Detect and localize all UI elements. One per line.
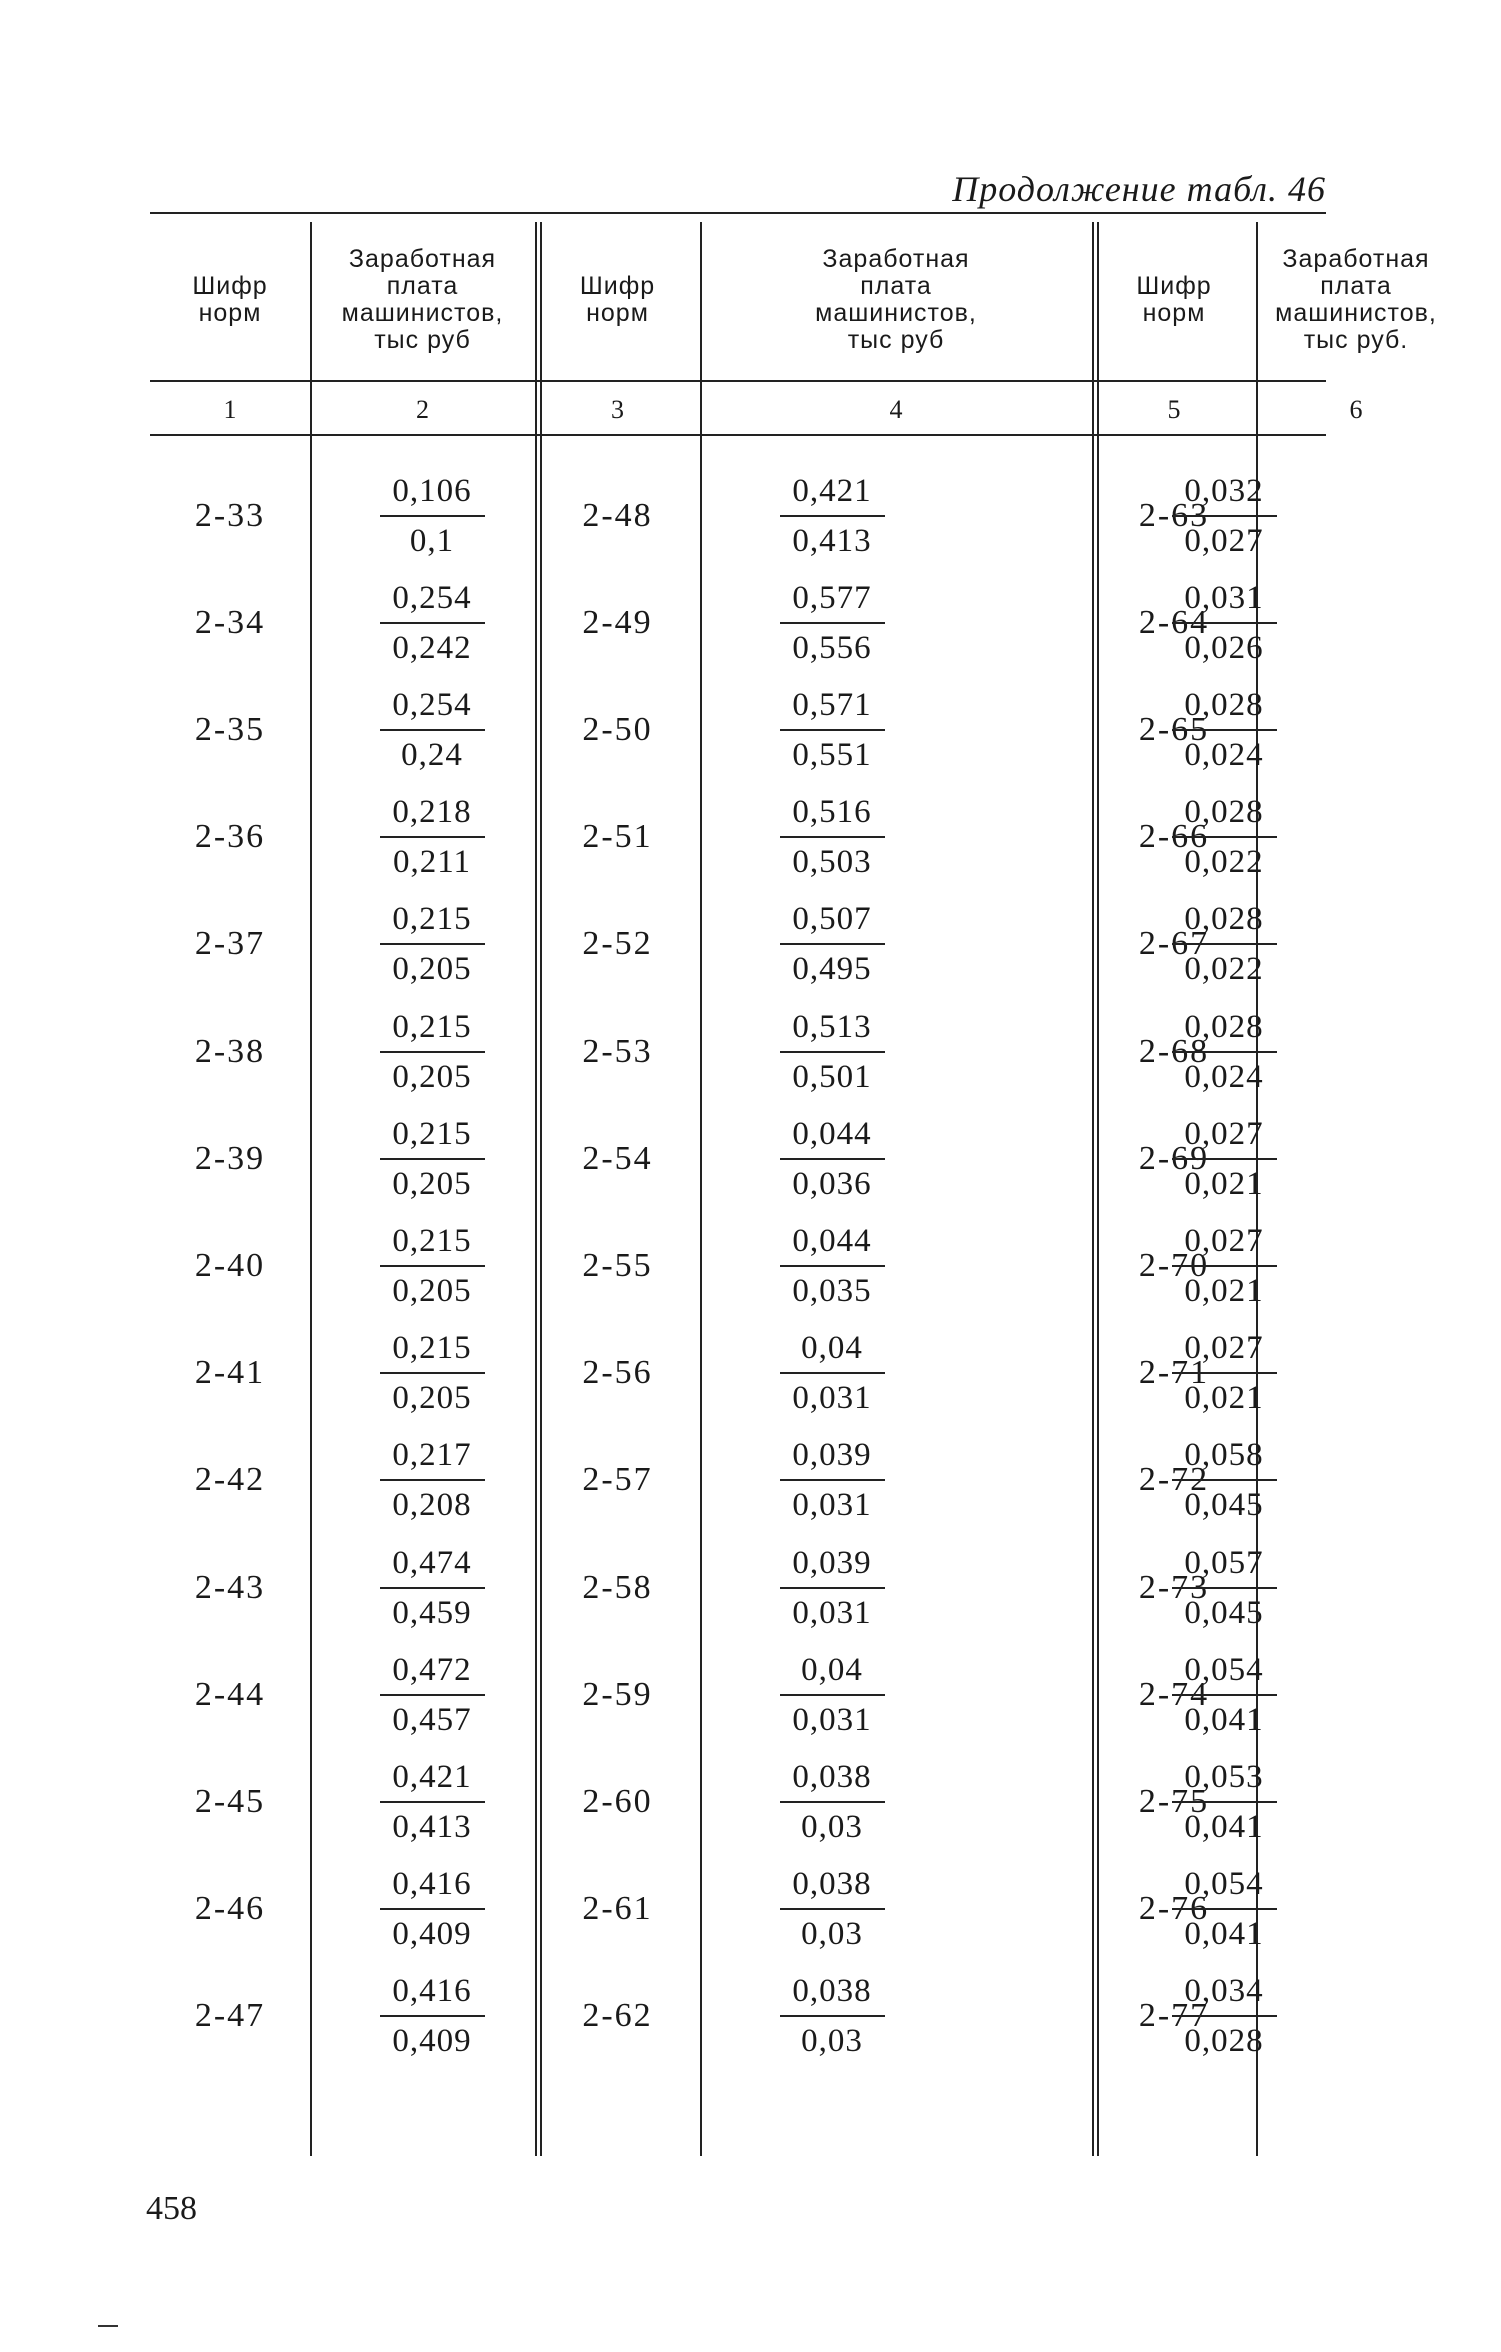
- wage-numerator: 0,571: [792, 686, 872, 723]
- norm-code: 2-54: [582, 1139, 653, 1177]
- wage-numerator: 0,215: [392, 1115, 472, 1152]
- wage-numerator: 0,031: [1184, 579, 1264, 616]
- wage-denominator: 0,028: [1184, 2023, 1264, 2060]
- wage-fraction: [352, 1856, 512, 1963]
- table-top-rule: [150, 212, 1326, 214]
- wage-denominator: 0,036: [792, 1165, 872, 1202]
- norm-code: 2-61: [582, 1890, 653, 1928]
- wage-fraction: [352, 1427, 512, 1534]
- wage-fraction: [1144, 676, 1304, 783]
- wage-fraction: [1144, 1641, 1304, 1748]
- wage-fraction: [752, 1963, 912, 2070]
- wage-numerator: 0,472: [392, 1651, 472, 1688]
- column-number: 4: [889, 395, 903, 424]
- wage-fraction: [752, 1320, 912, 1427]
- norm-code: 2-36: [194, 818, 266, 856]
- wage-denominator: 0,551: [792, 736, 872, 773]
- wage-fraction: [1144, 569, 1304, 676]
- wage-denominator: 0,035: [792, 1272, 872, 1309]
- norm-code: 2-62: [582, 1997, 653, 2035]
- column-number: 6: [1349, 395, 1363, 424]
- wage-numerator: 0,027: [1184, 1115, 1264, 1152]
- norm-code: 2-58: [582, 1568, 653, 1606]
- wage-fraction: [1144, 1534, 1304, 1641]
- wage-numerator: 0,254: [392, 686, 472, 723]
- table-caption: Продолжение табл. 46: [952, 169, 1326, 209]
- wage-fraction: [752, 1534, 912, 1641]
- wage-fraction: [752, 891, 912, 998]
- wage-fraction: [752, 1748, 912, 1855]
- norm-code: 2-69: [1138, 1139, 1210, 1177]
- wage-numerator: 0,038: [792, 1973, 872, 2010]
- norm-code: 2-52: [582, 925, 653, 963]
- wage-denominator: 0,021: [1184, 1165, 1264, 1202]
- wage-denominator: 0,556: [792, 629, 872, 666]
- norm-code: 2-63: [1138, 496, 1210, 534]
- bottom-mark: [98, 2325, 118, 2327]
- wage-numerator: 0,028: [1184, 794, 1264, 831]
- wage-denominator: 0,242: [392, 629, 472, 666]
- norm-code: 2-45: [194, 1782, 266, 1820]
- wage-numerator: 0,034: [1184, 1973, 1264, 2010]
- norm-code: 2-44: [194, 1675, 266, 1713]
- wage-denominator: 0,031: [792, 1380, 872, 1417]
- wage-denominator: 0,413: [792, 522, 872, 559]
- wage-denominator: 0,24: [401, 736, 463, 773]
- wage-numerator: 0,057: [1184, 1544, 1264, 1581]
- norm-code: 2-46: [194, 1890, 266, 1928]
- wage-denominator: 0,1: [409, 522, 455, 559]
- column-number: 5: [1167, 395, 1181, 424]
- wage-denominator: 0,045: [1184, 1487, 1264, 1524]
- wage-denominator: 0,027: [1184, 522, 1264, 559]
- wage-numerator: 0,039: [792, 1437, 872, 1474]
- norm-code: 2-49: [582, 603, 653, 641]
- wage-fraction: [352, 1748, 512, 1855]
- column-number: 1: [223, 395, 237, 424]
- wage-fraction: [352, 676, 512, 783]
- column-number: 2: [416, 395, 429, 424]
- norm-code: 2-43: [194, 1568, 266, 1606]
- wage-numerator: 0,058: [1184, 1437, 1264, 1474]
- wage-fraction: [352, 1641, 512, 1748]
- wage-fraction: [1144, 1105, 1304, 1212]
- norm-code: 2-74: [1138, 1675, 1210, 1713]
- wage-denominator: 0,031: [792, 1487, 872, 1524]
- wage-denominator: 0,03: [801, 2023, 863, 2060]
- wage-fraction: [752, 1641, 912, 1748]
- wage-denominator: 0,205: [392, 951, 472, 988]
- wage-fraction: [1144, 891, 1304, 998]
- norm-code: 2-42: [194, 1461, 266, 1499]
- wage-fraction: [352, 1534, 512, 1641]
- norm-code: 2-59: [582, 1675, 653, 1713]
- wage-numerator: 0,217: [392, 1437, 472, 1474]
- wage-fraction: [1144, 1963, 1304, 2070]
- wage-denominator: 0,413: [392, 1808, 472, 1845]
- wage-numerator: 0,513: [792, 1008, 872, 1045]
- wage-fraction: [352, 1105, 512, 1212]
- page-number: 458: [146, 2190, 197, 2227]
- wage-numerator: 0,044: [792, 1222, 872, 1259]
- wage-numerator: 0,053: [1184, 1758, 1264, 1795]
- wage-numerator: 0,028: [1184, 901, 1264, 938]
- wage-numerator: 0,039: [792, 1544, 872, 1581]
- norm-code: 2-47: [194, 1997, 266, 2035]
- wage-fraction: [752, 784, 912, 891]
- wage-numerator: 0,027: [1184, 1222, 1264, 1259]
- norm-code: 2-56: [582, 1354, 653, 1392]
- wage-denominator: 0,022: [1184, 844, 1264, 881]
- wage-numerator: 0,028: [1184, 1008, 1264, 1045]
- wage-denominator: 0,211: [392, 844, 472, 881]
- column-header: Заработная плата машинистов, тыс руб.: [1275, 244, 1437, 354]
- wage-numerator: 0,038: [792, 1866, 872, 1903]
- wage-fraction: [352, 569, 512, 676]
- norm-code: 2-71: [1138, 1354, 1210, 1392]
- norm-code: 2-67: [1138, 925, 1210, 963]
- wage-denominator: 0,021: [1184, 1380, 1264, 1417]
- wage-numerator: 0,038: [792, 1758, 872, 1795]
- norm-code: 2-75: [1138, 1782, 1210, 1820]
- wage-fraction: [352, 462, 512, 569]
- norm-code: 2-72: [1138, 1461, 1210, 1499]
- wage-numerator: 0,032: [1184, 472, 1264, 509]
- wage-denominator: 0,031: [792, 1594, 872, 1631]
- wage-numerator: 0,421: [792, 472, 872, 509]
- wage-fraction: [752, 462, 912, 569]
- wage-numerator: 0,215: [392, 1008, 472, 1045]
- wage-table: [150, 212, 1437, 2156]
- wage-fraction: [752, 998, 912, 1105]
- norm-code: 2-66: [1138, 818, 1210, 856]
- norm-code: 2-65: [1138, 710, 1210, 748]
- wage-numerator: 0,218: [392, 794, 472, 831]
- wage-fraction: [1144, 1748, 1304, 1855]
- wage-numerator: 0,215: [392, 1330, 472, 1367]
- column-rule: [700, 222, 702, 2156]
- wage-fraction: [1144, 784, 1304, 891]
- wage-fraction: [752, 1856, 912, 1963]
- wage-numerator: 0,215: [392, 1222, 472, 1259]
- wage-numerator: 0,044: [792, 1115, 872, 1152]
- number-row-rule: [150, 434, 1326, 436]
- wage-numerator: 0,421: [392, 1758, 472, 1795]
- wage-fraction: [1144, 1427, 1304, 1534]
- norm-code: 2-40: [194, 1246, 266, 1284]
- wage-fraction: [752, 676, 912, 783]
- norm-code: 2-68: [1138, 1032, 1210, 1070]
- wage-denominator: 0,501: [792, 1058, 872, 1095]
- wage-denominator: 0,045: [1184, 1594, 1264, 1631]
- wage-fraction: [352, 998, 512, 1105]
- column-header: Шифр норм: [1136, 271, 1212, 327]
- wage-numerator: 0,04: [801, 1651, 863, 1688]
- norm-code: 2-37: [194, 925, 266, 963]
- column-header: Шифр норм: [192, 271, 268, 327]
- wage-denominator: 0,409: [392, 2023, 472, 2060]
- wage-numerator: 0,054: [1184, 1866, 1264, 1903]
- norm-code: 2-77: [1138, 1997, 1210, 2035]
- norm-code: 2-64: [1138, 603, 1210, 641]
- norm-code: 2-35: [194, 710, 266, 748]
- norm-code: 2-76: [1138, 1890, 1210, 1928]
- column-rule: [310, 222, 312, 2156]
- norm-code: 2-55: [582, 1246, 653, 1284]
- column-header: Заработная плата машинистов, тыс руб: [815, 244, 977, 354]
- norm-code: 2-57: [582, 1461, 653, 1499]
- wage-denominator: 0,457: [392, 1701, 472, 1738]
- wage-denominator: 0,021: [1184, 1272, 1264, 1309]
- wage-denominator: 0,03: [801, 1916, 863, 1953]
- wage-fraction: [752, 569, 912, 676]
- wage-numerator: 0,254: [392, 579, 472, 616]
- norm-code: 2-50: [582, 710, 653, 748]
- norm-code: 2-33: [194, 496, 266, 534]
- wage-denominator: 0,459: [392, 1594, 472, 1631]
- norm-code: 2-38: [194, 1032, 266, 1070]
- wage-denominator: 0,024: [1184, 736, 1264, 773]
- wage-numerator: 0,028: [1184, 686, 1264, 723]
- norm-code: 2-60: [582, 1782, 653, 1820]
- column-number: 3: [611, 395, 624, 424]
- wage-fraction: [752, 1212, 912, 1319]
- header-rule: [150, 380, 1326, 382]
- wage-denominator: 0,026: [1184, 629, 1264, 666]
- wage-denominator: 0,205: [392, 1272, 472, 1309]
- wage-denominator: 0,03: [801, 1808, 863, 1845]
- wage-denominator: 0,208: [392, 1487, 472, 1524]
- wage-fraction: [352, 784, 512, 891]
- wage-denominator: 0,409: [392, 1916, 472, 1953]
- wage-fraction: [352, 1963, 512, 2070]
- wage-fraction: [752, 1427, 912, 1534]
- wage-denominator: 0,495: [792, 951, 872, 988]
- wage-fraction: [352, 891, 512, 998]
- wage-denominator: 0,022: [1184, 951, 1264, 988]
- wage-numerator: 0,507: [792, 901, 872, 938]
- wage-denominator: 0,205: [392, 1058, 472, 1095]
- wage-numerator: 0,516: [792, 794, 872, 831]
- wage-denominator: 0,503: [792, 844, 872, 881]
- wage-numerator: 0,027: [1184, 1330, 1264, 1367]
- wage-numerator: 0,04: [801, 1330, 863, 1367]
- wage-fraction: [352, 1212, 512, 1319]
- wage-fraction: [1144, 998, 1304, 1105]
- norm-code: 2-70: [1138, 1246, 1210, 1284]
- wage-fraction: [752, 1105, 912, 1212]
- column-header: Шифр норм: [579, 271, 656, 327]
- norm-code: 2-48: [582, 496, 653, 534]
- wage-numerator: 0,416: [392, 1973, 472, 2010]
- wage-fraction: [352, 1320, 512, 1427]
- norm-code: 2-39: [194, 1139, 266, 1177]
- column-header: Заработная плата машинистов, тыс руб: [341, 244, 504, 354]
- wage-denominator: 0,041: [1184, 1808, 1264, 1845]
- wage-denominator: 0,041: [1184, 1701, 1264, 1738]
- wage-numerator: 0,577: [792, 579, 872, 616]
- norm-code: 2-41: [194, 1354, 266, 1392]
- norm-code: 2-51: [582, 818, 653, 856]
- wage-denominator: 0,031: [792, 1701, 872, 1738]
- wage-numerator: 0,474: [392, 1544, 472, 1581]
- norm-code: 2-34: [194, 603, 266, 641]
- wage-numerator: 0,106: [392, 472, 472, 509]
- wage-denominator: 0,024: [1184, 1058, 1264, 1095]
- wage-fraction: [1144, 1856, 1304, 1963]
- wage-denominator: 0,205: [392, 1165, 472, 1202]
- wage-numerator: 0,416: [392, 1866, 472, 1903]
- wage-fraction: [1144, 1320, 1304, 1427]
- wage-denominator: 0,205: [392, 1380, 472, 1417]
- wage-numerator: 0,215: [392, 901, 472, 938]
- wage-denominator: 0,041: [1184, 1916, 1264, 1953]
- wage-fraction: [1144, 1212, 1304, 1319]
- wage-numerator: 0,054: [1184, 1651, 1264, 1688]
- norm-code: 2-73: [1138, 1568, 1210, 1606]
- norm-code: 2-53: [582, 1032, 653, 1070]
- wage-fraction: [1144, 462, 1304, 569]
